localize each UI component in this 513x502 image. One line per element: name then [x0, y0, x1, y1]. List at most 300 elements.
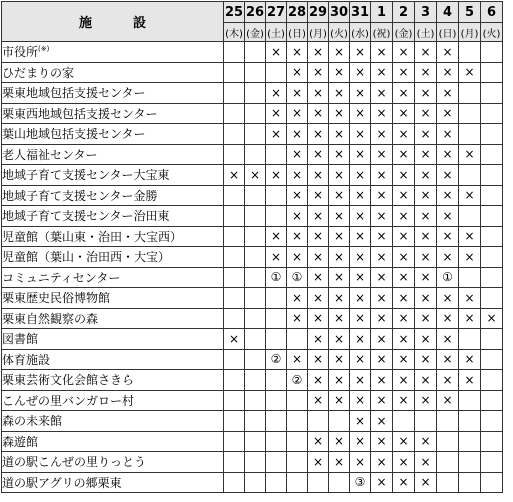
open-cell	[245, 226, 266, 247]
closed-mark: ×	[350, 247, 371, 268]
facility-name	[2, 62, 224, 83]
facility-name	[2, 411, 224, 432]
open-cell	[224, 370, 245, 391]
open-cell	[266, 411, 287, 432]
open-cell	[481, 390, 503, 411]
open-cell	[329, 411, 350, 432]
closed-mark: ×	[308, 247, 329, 268]
closed-mark: ×	[329, 42, 350, 63]
note-mark: ①	[437, 267, 459, 288]
open-cell	[459, 103, 481, 124]
closed-mark: ×	[350, 411, 371, 432]
weekday-header: (水)	[350, 23, 371, 42]
closed-mark: ×	[393, 124, 415, 145]
open-cell	[481, 452, 503, 473]
note-mark: ③	[350, 472, 371, 493]
weekday-header: (木)	[224, 23, 245, 42]
facility-name	[2, 185, 224, 206]
open-cell	[245, 431, 266, 452]
closed-mark: ×	[329, 83, 350, 104]
closed-mark: ×	[308, 390, 329, 411]
open-cell	[224, 452, 245, 473]
closed-mark: ×	[371, 144, 393, 165]
open-cell	[459, 267, 481, 288]
table-row	[2, 308, 503, 329]
open-cell	[437, 431, 459, 452]
date-header: 1	[371, 2, 393, 23]
closed-mark: ×	[459, 185, 481, 206]
closed-mark: ×	[329, 124, 350, 145]
closed-mark: ×	[393, 390, 415, 411]
open-cell	[459, 452, 481, 473]
open-cell	[481, 62, 503, 83]
closed-mark: ×	[437, 124, 459, 145]
closed-mark: ×	[308, 226, 329, 247]
open-cell	[224, 206, 245, 227]
open-cell	[287, 390, 308, 411]
open-cell	[481, 206, 503, 227]
open-cell	[224, 267, 245, 288]
closed-mark: ×	[437, 349, 459, 370]
closed-mark: ×	[350, 267, 371, 288]
closed-mark: ×	[393, 452, 415, 473]
table-row	[2, 431, 503, 452]
open-cell	[245, 411, 266, 432]
open-cell	[481, 472, 503, 493]
closed-mark: ×	[329, 185, 350, 206]
facility-name-text: 児童館（葉山・治田西・大宝）	[2, 250, 171, 265]
date-header: 27	[266, 2, 287, 23]
closed-mark: ×	[371, 349, 393, 370]
open-cell	[459, 411, 481, 432]
closed-mark: ×	[437, 103, 459, 124]
date-header: 28	[287, 2, 308, 23]
date-header: 3	[415, 2, 437, 23]
closed-mark: ×	[266, 42, 287, 63]
closed-mark: ×	[245, 165, 266, 186]
closed-mark: ×	[415, 267, 437, 288]
facility-name	[2, 370, 224, 391]
closed-mark: ×	[393, 247, 415, 268]
closed-mark: ×	[371, 42, 393, 63]
table-row	[2, 83, 503, 104]
open-cell	[224, 124, 245, 145]
open-cell	[245, 103, 266, 124]
weekday-header: (月)	[459, 23, 481, 42]
table-row	[2, 370, 503, 391]
table-row	[2, 103, 503, 124]
open-cell	[481, 288, 503, 309]
date-header-row	[2, 2, 503, 23]
open-cell	[245, 267, 266, 288]
open-cell	[459, 472, 481, 493]
closed-mark: ×	[371, 411, 393, 432]
closed-mark: ×	[350, 308, 371, 329]
closed-mark: ×	[415, 83, 437, 104]
closed-mark: ×	[393, 329, 415, 350]
facility-name	[2, 452, 224, 473]
closed-mark: ×	[308, 62, 329, 83]
open-cell	[481, 103, 503, 124]
facility-name-text: 地域子育て支援センター治田東	[2, 209, 170, 224]
closed-mark: ×	[329, 144, 350, 165]
open-cell	[437, 452, 459, 473]
date-header: 6	[481, 2, 503, 23]
closed-mark: ×	[266, 165, 287, 186]
closed-mark: ×	[287, 144, 308, 165]
open-cell	[287, 472, 308, 493]
facility-name-text: 老人福祉センター	[2, 147, 98, 162]
closed-mark: ×	[415, 247, 437, 268]
table-row	[2, 226, 503, 247]
open-cell	[459, 83, 481, 104]
closed-mark: ×	[393, 144, 415, 165]
facility-name	[2, 288, 224, 309]
open-cell	[308, 472, 329, 493]
closed-mark: ×	[371, 329, 393, 350]
open-cell	[481, 226, 503, 247]
closed-mark: ×	[350, 226, 371, 247]
open-cell	[224, 62, 245, 83]
facility-name-text: 地域子育て支援センター大宝東	[2, 168, 170, 183]
closed-mark: ×	[287, 83, 308, 104]
open-cell	[287, 411, 308, 432]
closed-mark: ×	[459, 349, 481, 370]
closed-mark: ×	[371, 452, 393, 473]
facility-name	[2, 349, 224, 370]
closed-mark: ×	[287, 349, 308, 370]
closed-mark: ×	[308, 144, 329, 165]
closed-mark: ×	[415, 390, 437, 411]
closed-mark: ×	[437, 329, 459, 350]
closed-mark: ×	[459, 144, 481, 165]
open-cell	[459, 165, 481, 186]
closed-mark: ×	[371, 185, 393, 206]
weekday-header: (日)	[287, 23, 308, 42]
facility-name-text: 葉山地域包括支援センター	[2, 127, 146, 142]
closed-mark: ×	[415, 288, 437, 309]
facility-name-text: 栗東芸術文化会館さきら	[2, 373, 135, 388]
date-header: 31	[350, 2, 371, 23]
closed-mark: ×	[350, 144, 371, 165]
closed-mark: ×	[481, 308, 503, 329]
open-cell	[245, 349, 266, 370]
closed-mark: ×	[224, 329, 245, 350]
open-cell	[266, 144, 287, 165]
date-header: 26	[245, 2, 266, 23]
open-cell	[245, 390, 266, 411]
open-cell	[481, 431, 503, 452]
closed-mark: ×	[371, 206, 393, 227]
closed-mark: ×	[437, 247, 459, 268]
closed-mark: ×	[437, 308, 459, 329]
facility-name-text: 児童館（葉山東・治田・大宝西）	[2, 229, 183, 244]
closed-mark: ×	[415, 185, 437, 206]
closed-mark: ×	[415, 62, 437, 83]
open-cell	[266, 206, 287, 227]
closed-mark: ×	[350, 42, 371, 63]
closed-mark: ×	[459, 247, 481, 268]
open-cell	[481, 349, 503, 370]
closed-mark: ×	[329, 206, 350, 227]
closed-mark: ×	[266, 124, 287, 145]
closed-mark: ×	[308, 267, 329, 288]
facility-name	[2, 308, 224, 329]
closed-mark: ×	[350, 206, 371, 227]
open-cell	[224, 411, 245, 432]
open-cell	[459, 390, 481, 411]
closed-mark: ×	[371, 226, 393, 247]
table-row	[2, 247, 503, 268]
closed-mark: ×	[459, 308, 481, 329]
closed-mark: ×	[437, 288, 459, 309]
open-cell	[245, 83, 266, 104]
facility-name	[2, 144, 224, 165]
open-cell	[245, 144, 266, 165]
table-row	[2, 42, 503, 63]
closed-mark: ×	[393, 62, 415, 83]
closure-schedule-table	[1, 1, 503, 493]
open-cell	[393, 411, 415, 432]
closed-mark: ×	[437, 42, 459, 63]
closed-mark: ×	[350, 83, 371, 104]
closed-mark: ×	[329, 103, 350, 124]
open-cell	[481, 124, 503, 145]
closed-mark: ×	[415, 370, 437, 391]
facility-name	[2, 329, 224, 350]
open-cell	[287, 452, 308, 473]
facility-name-text: 栗東西地域包括支援センター	[2, 106, 158, 121]
closed-mark: ×	[393, 308, 415, 329]
closed-mark: ×	[266, 83, 287, 104]
facility-name-text: 地域子育て支援センター金勝	[2, 188, 158, 203]
weekday-header: (金)	[245, 23, 266, 42]
closed-mark: ×	[329, 329, 350, 350]
weekday-header: (日)	[437, 23, 459, 42]
closed-mark: ×	[308, 42, 329, 63]
facility-name-text: 森遊館	[2, 434, 39, 449]
closed-mark: ×	[287, 185, 308, 206]
closed-mark: ×	[266, 226, 287, 247]
open-cell	[245, 185, 266, 206]
open-cell	[224, 472, 245, 493]
date-header: 29	[308, 2, 329, 23]
note-mark: ①	[287, 267, 308, 288]
closed-mark: ×	[287, 42, 308, 63]
open-cell	[481, 247, 503, 268]
open-cell	[329, 472, 350, 493]
facility-rows	[2, 42, 503, 493]
table-row	[2, 206, 503, 227]
note-mark: ②	[287, 370, 308, 391]
closed-mark: ×	[459, 370, 481, 391]
closed-mark: ×	[350, 124, 371, 145]
closed-mark: ×	[415, 472, 437, 493]
closed-mark: ×	[459, 62, 481, 83]
table-row	[2, 62, 503, 83]
open-cell	[481, 83, 503, 104]
closed-mark: ×	[371, 431, 393, 452]
table-row	[2, 288, 503, 309]
facility-name-text: 栗東自然観察の森	[2, 311, 99, 326]
closed-mark: ×	[329, 165, 350, 186]
date-header: 2	[393, 2, 415, 23]
table-row	[2, 349, 503, 370]
table-row	[2, 411, 503, 432]
open-cell	[245, 288, 266, 309]
facility-name	[2, 247, 224, 268]
open-cell	[266, 452, 287, 473]
facility-name	[2, 226, 224, 247]
closed-mark: ×	[393, 349, 415, 370]
open-cell	[481, 329, 503, 350]
date-header: 4	[437, 2, 459, 23]
open-cell	[224, 83, 245, 104]
open-cell	[224, 349, 245, 370]
open-cell	[481, 42, 503, 63]
closed-mark: ×	[329, 288, 350, 309]
facility-name-text: こんぜの里バンガロー村	[2, 393, 135, 408]
closed-mark: ×	[437, 226, 459, 247]
open-cell	[224, 247, 245, 268]
closed-mark: ×	[371, 308, 393, 329]
facility-name-text: 森の未来館	[2, 414, 63, 429]
facility-name	[2, 390, 224, 411]
closed-mark: ×	[308, 165, 329, 186]
closed-mark: ×	[415, 452, 437, 473]
weekday-header: (月)	[308, 23, 329, 42]
closed-mark: ×	[287, 103, 308, 124]
closed-mark: ×	[393, 431, 415, 452]
weekday-header: (火)	[481, 23, 503, 42]
open-cell	[224, 390, 245, 411]
closed-mark: ×	[393, 226, 415, 247]
closed-mark: ×	[415, 308, 437, 329]
open-cell	[481, 185, 503, 206]
closed-mark: ×	[437, 185, 459, 206]
closed-mark: ×	[415, 144, 437, 165]
table-row	[2, 124, 503, 145]
table-row	[2, 390, 503, 411]
closed-mark: ×	[393, 103, 415, 124]
date-header: 25	[224, 2, 245, 23]
open-cell	[266, 390, 287, 411]
open-cell	[481, 411, 503, 432]
closed-mark: ×	[308, 83, 329, 104]
closed-mark: ×	[371, 390, 393, 411]
open-cell	[266, 288, 287, 309]
facility-name-text: 栗東地域包括支援センター	[2, 86, 146, 101]
closed-mark: ×	[287, 206, 308, 227]
closed-mark: ×	[308, 185, 329, 206]
open-cell	[437, 472, 459, 493]
open-cell	[481, 267, 503, 288]
facility-name-text: 栗東歴史民俗博物館	[2, 291, 111, 306]
closed-mark: ×	[287, 247, 308, 268]
closed-mark: ×	[393, 267, 415, 288]
closed-mark: ×	[350, 103, 371, 124]
open-cell	[437, 411, 459, 432]
open-cell	[224, 308, 245, 329]
closed-mark: ×	[287, 165, 308, 186]
open-cell	[224, 144, 245, 165]
table-row	[2, 185, 503, 206]
closed-mark: ×	[308, 308, 329, 329]
facility-name	[2, 83, 224, 104]
closed-mark: ×	[371, 267, 393, 288]
weekday-header: (土)	[266, 23, 287, 42]
closed-mark: ×	[287, 124, 308, 145]
closed-mark: ×	[329, 247, 350, 268]
open-cell	[459, 42, 481, 63]
facility-name-text: コミュニティセンター	[2, 270, 121, 285]
weekday-header: (火)	[329, 23, 350, 42]
open-cell	[266, 431, 287, 452]
closed-mark: ×	[329, 431, 350, 452]
closed-mark: ×	[308, 206, 329, 227]
closed-mark: ×	[437, 206, 459, 227]
open-cell	[224, 226, 245, 247]
closed-mark: ×	[308, 329, 329, 350]
closed-mark: ×	[371, 83, 393, 104]
closed-mark: ×	[308, 452, 329, 473]
closed-mark: ×	[308, 124, 329, 145]
closed-mark: ×	[371, 124, 393, 145]
closed-mark: ×	[350, 349, 371, 370]
table-row	[2, 267, 503, 288]
footnote-marker: (※)	[38, 45, 50, 54]
closed-mark: ×	[329, 349, 350, 370]
facility-name-text: 市役所	[2, 45, 39, 60]
closed-mark: ×	[350, 329, 371, 350]
open-cell	[224, 185, 245, 206]
open-cell	[245, 62, 266, 83]
closed-mark: ×	[371, 370, 393, 391]
closed-mark: ×	[415, 206, 437, 227]
open-cell	[459, 329, 481, 350]
closed-mark: ×	[308, 370, 329, 391]
closed-mark: ×	[393, 472, 415, 493]
closed-mark: ×	[393, 370, 415, 391]
facility-name-text: 図書館	[2, 332, 39, 347]
weekday-header: (金)	[393, 23, 415, 42]
closed-mark: ×	[437, 62, 459, 83]
facility-name	[2, 472, 224, 493]
closed-mark: ×	[329, 452, 350, 473]
open-cell	[481, 370, 503, 391]
closed-mark: ×	[308, 349, 329, 370]
note-mark: ②	[266, 349, 287, 370]
note-mark: ①	[266, 267, 287, 288]
open-cell	[308, 411, 329, 432]
open-cell	[266, 62, 287, 83]
closed-mark: ×	[393, 185, 415, 206]
closed-mark: ×	[415, 329, 437, 350]
closed-mark: ×	[393, 42, 415, 63]
facility-name-text: 体育施設	[2, 352, 51, 367]
closed-mark: ×	[459, 288, 481, 309]
closed-mark: ×	[329, 308, 350, 329]
table-row	[2, 472, 503, 493]
closed-mark: ×	[393, 288, 415, 309]
open-cell	[245, 308, 266, 329]
open-cell	[224, 42, 245, 63]
table-row	[2, 165, 503, 186]
closed-mark: ×	[437, 144, 459, 165]
closed-mark: ×	[415, 42, 437, 63]
facility-name-text: 道の駅こんぜの里りっとう	[2, 455, 147, 470]
open-cell	[287, 431, 308, 452]
